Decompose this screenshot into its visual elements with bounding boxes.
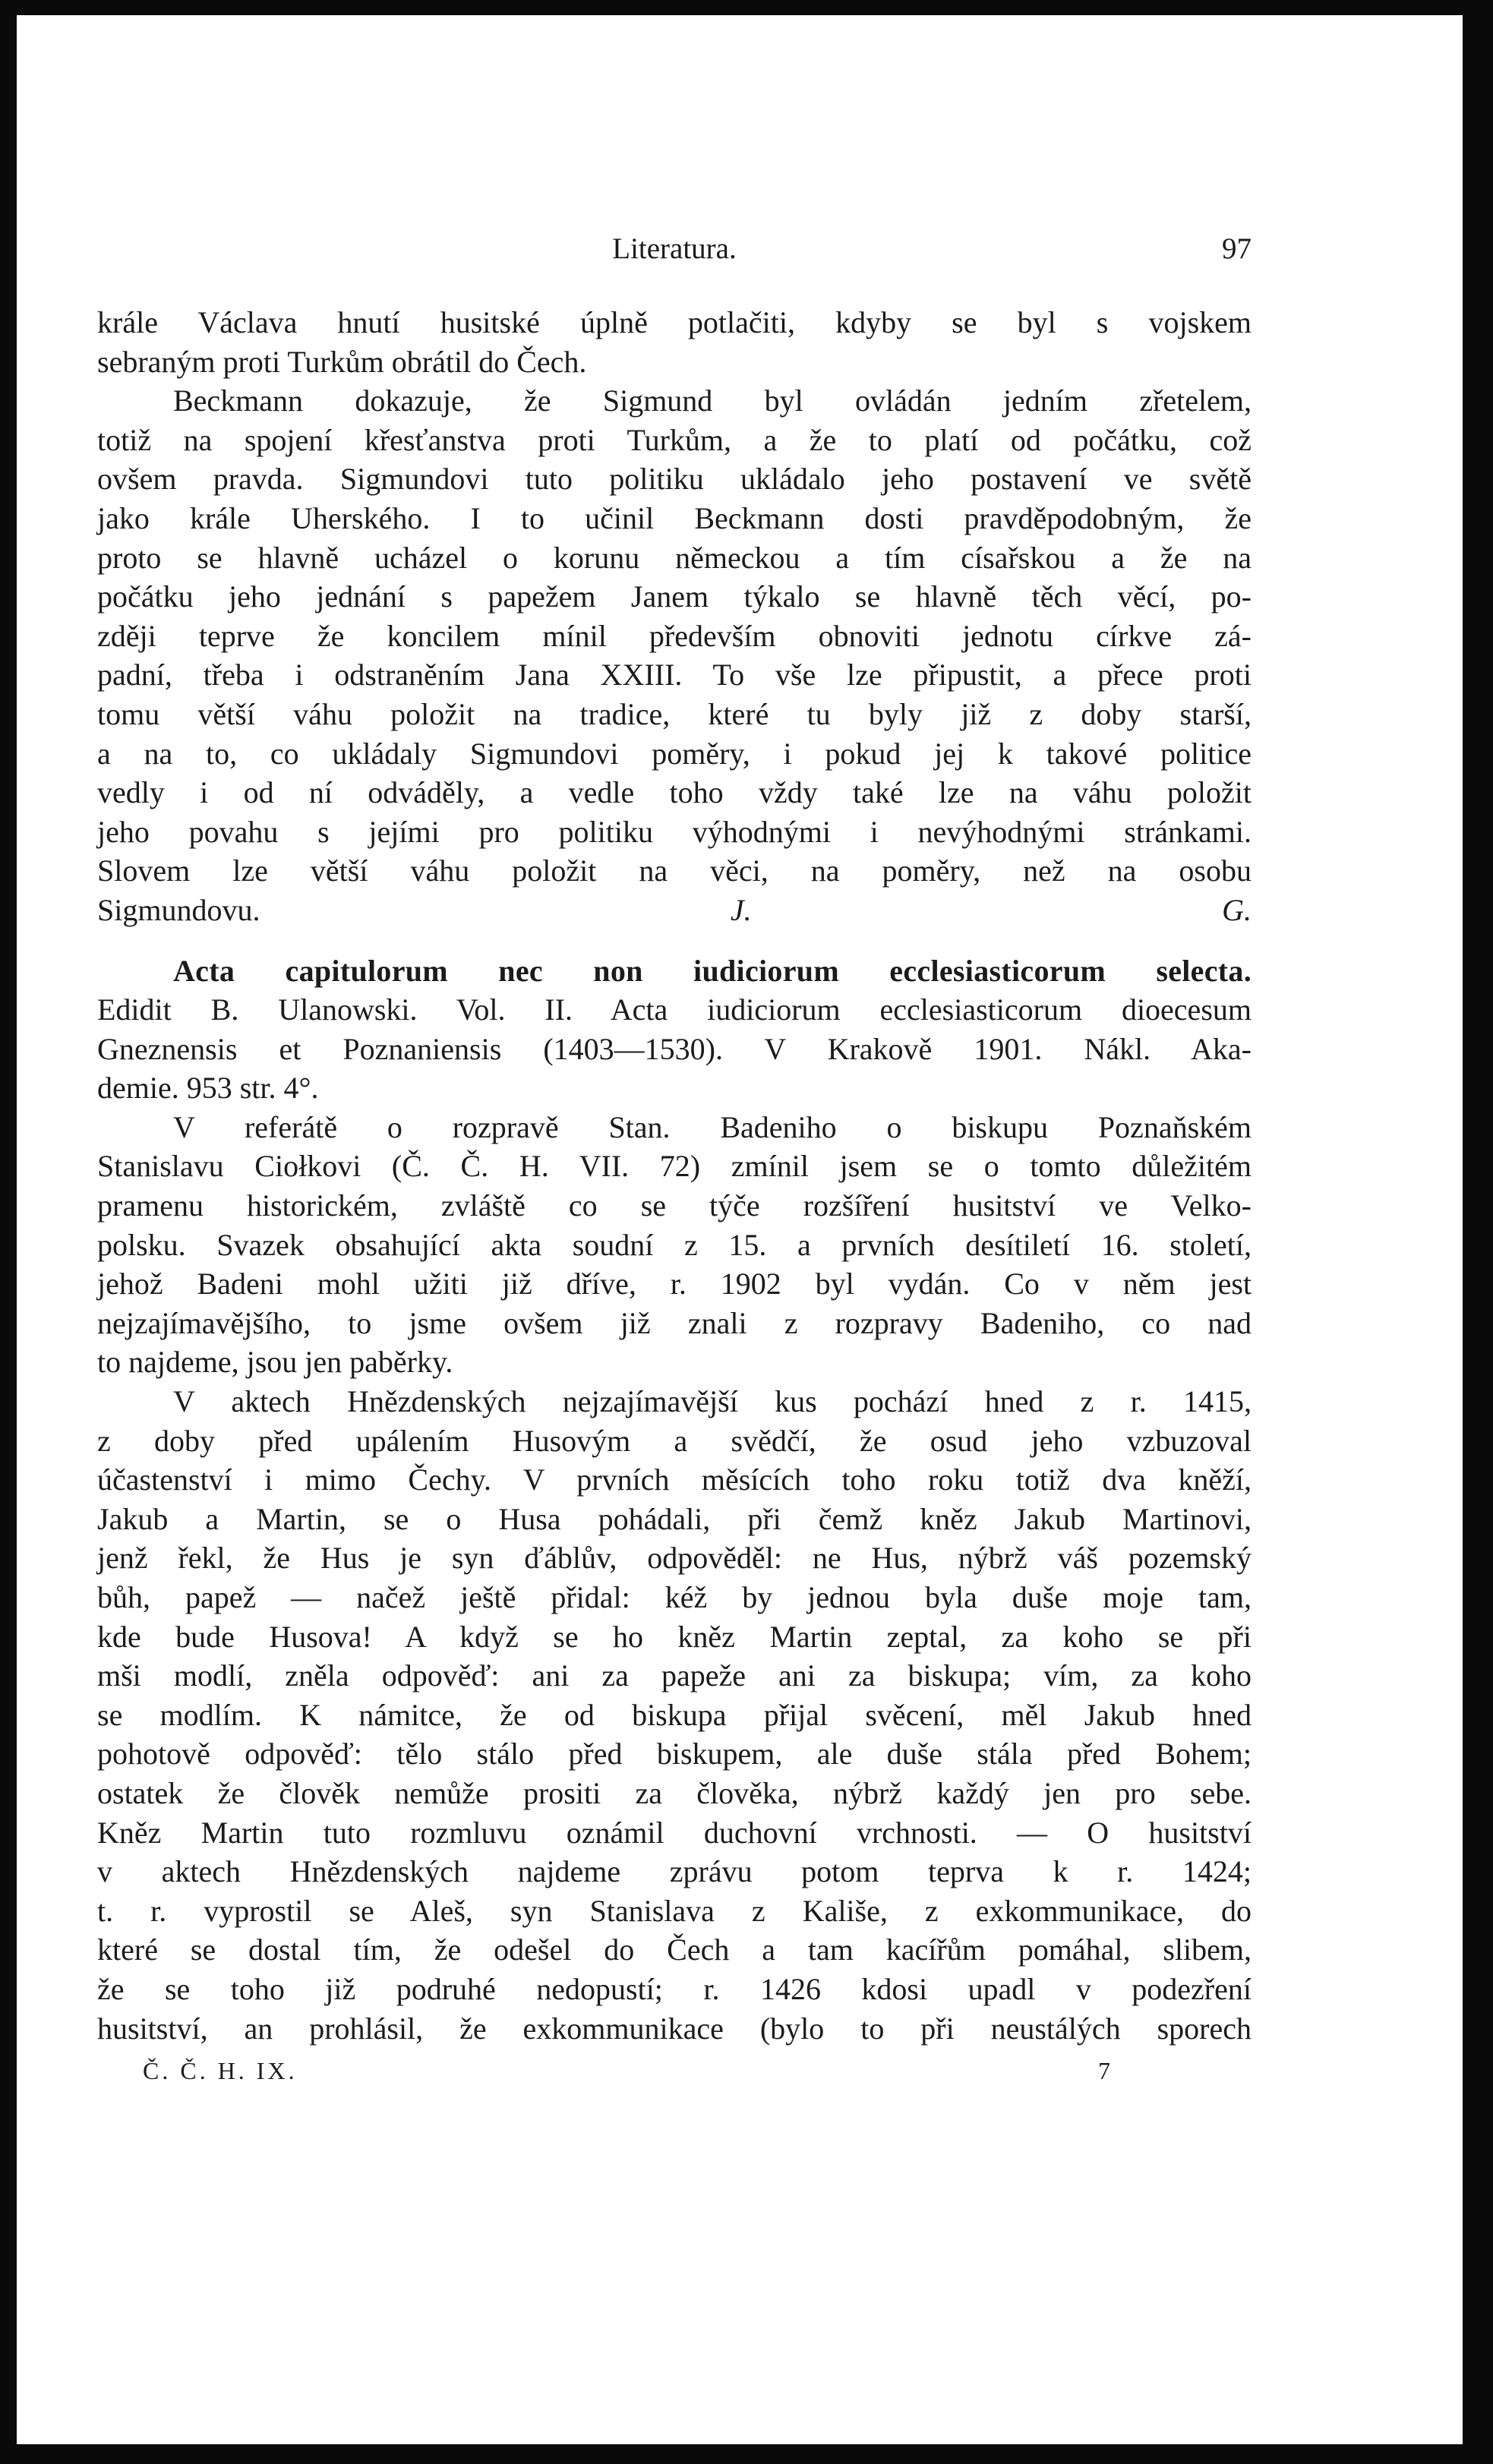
- text-line: V referátě o rozpravě Stan. Badeniho o biskupu Poznaňském: [173, 1109, 1252, 1144]
- text-line: pohotově odpověď: tělo stálo před biskupem, ale duše stála před Bohem;: [97, 1737, 1252, 1771]
- review-title-line: Acta capitulorum nec non iudiciorum ecclesiasticorum selecta.: [173, 953, 1252, 988]
- review-bibliography-line: Gneznensis et Poznaniensis (1403—1530). V Krakově 1901. Nákl. Aka-: [97, 1031, 1252, 1066]
- text-line: vedly i od ní odváděly, a vedle toho vždy také lze na váhu položit: [97, 775, 1252, 810]
- text-line: V aktech Hnězdenských nejzajímavější kus pochází hned z r. 1415,: [173, 1384, 1252, 1419]
- page-number: 97: [1222, 232, 1252, 265]
- text-line: Stanislavu Ciołkovi (Č. Č. H. VII. 72) zmínil jsem se o tomto důležitém: [97, 1149, 1252, 1184]
- text-line: v aktech Hnězdenských najdeme zprávu potom teprva k r. 1424;: [97, 1854, 1252, 1889]
- text-line: se modlím. K námitce, že od biskupa přijal svěcení, měl Jakub hned: [97, 1697, 1252, 1732]
- signature-line-text: Sigmundovu.: [97, 892, 260, 927]
- book-page: [97, 232, 1252, 2095]
- text-line: padní, třeba i odstraněním Jana XXIII. To vše lze připustit, a přece proti: [97, 658, 1252, 693]
- signature-line: [97, 891, 1252, 930]
- scan-border-bottom: [0, 2444, 1493, 2464]
- text-line: Beckmann dokazuje, že Sigmund byl ovládán jedním zřetelem,: [173, 383, 1252, 418]
- text-line: z doby před upálením Husovým a svědčí, že osud jeho vzbuzoval: [97, 1423, 1252, 1458]
- text-line: pramenu historickém, zvláště co se týče rozšíření husitství ve Velko-: [97, 1188, 1252, 1223]
- scan-border-top: [0, 0, 1493, 15]
- text-line: počátku jeho jednání s papežem Janem týkalo se hlavně těch věcí, po-: [97, 579, 1252, 614]
- text-line: účastenství i mimo Čechy. V prvních měsících toho roku totiž dva kněží,: [97, 1462, 1252, 1497]
- text-line: zději teprve že koncilem mínil především obnoviti jednotu církve zá-: [97, 618, 1252, 653]
- text-line: Kněz Martin tuto rozmluvu oznámil duchovní vrchnosti. — O husitství: [97, 1815, 1252, 1850]
- review-bibliography-line: Edidit B. Ulanowski. Vol. II. Acta iudiciorum ecclesiasticorum dioecesum: [97, 992, 1252, 1027]
- text-line: krále Václava hnutí husitské úplně potlačiti, kdyby se byl s vojskem: [97, 305, 1252, 339]
- review-entry-heading: [97, 951, 1252, 1108]
- page-body: [97, 303, 1252, 2048]
- running-title: Literatura.: [612, 232, 737, 265]
- text-line: a na to, co ukládaly Sigmundovi poměry, i pokud jej k takové politice: [97, 736, 1252, 771]
- text-line: jako krále Uherského. I to učinil Beckmann dosti pravděpodobným, že: [97, 500, 1252, 535]
- text-line: polsku. Svazek obsahující akta soudní z 15. a prvních desítiletí 16. století,: [97, 1227, 1252, 1262]
- review-bibliography-line: demie. 953 str. 4°.: [97, 1071, 319, 1106]
- text-line: kde bude Husova! A když se ho kněz Martin zeptal, za koho se při: [97, 1619, 1252, 1654]
- text-line: bůh, papež — načež ještě přidal: kéž by jednou byla duše moje tam,: [97, 1580, 1252, 1614]
- text-line: totiž na spojení křesťanstva proti Turkům, a že to platí od počátku, což: [97, 422, 1252, 457]
- scan-border-right: [1463, 0, 1493, 2464]
- reviewer-initials: J. G.: [730, 892, 1252, 927]
- review-text: [97, 1108, 1252, 2048]
- text-line: ostatek že člověk nemůže prositi za člověka, nýbrž každý jen pro sebe.: [97, 1775, 1252, 1810]
- text-line: husitství, an prohlásil, že exkommunikace (bylo to při neustálých sporech: [97, 2011, 1252, 2046]
- signature-mark: Č. Č. H. IX.: [143, 2057, 298, 2085]
- text-line: Jakub a Martin, se o Husa pohádali, při čemž kněz Jakub Martinovi,: [97, 1501, 1252, 1536]
- entry-gap: [97, 930, 1252, 951]
- text-line: jeho povahu s jejími pro politiku výhodnými i nevýhodnými stránkami.: [97, 814, 1252, 849]
- text-line: jehož Badeni mohl užiti již dříve, r. 1902 byl vydán. Co v něm jest: [97, 1267, 1252, 1301]
- text-line: mši modlí, zněla odpověď: ani za papeže ani za biskupa; vím, za koho: [97, 1658, 1252, 1693]
- text-line: jenž řekl, že Hus je syn ďáblův, odpověděl: ne Hus, nýbrž váš pozemský: [97, 1541, 1252, 1576]
- text-line: tomu větší váhu položit na tradice, které tu byly již z doby starší,: [97, 696, 1252, 731]
- text-line: sebraným proti Turkům obrátil do Čech.: [97, 344, 587, 379]
- text-line: t. r. vyprostil se Aleš, syn Stanislava z Kališe, z exkommunikace, do: [97, 1893, 1252, 1928]
- text-line: nejzajímavějšího, to jsme ovšem již znali z rozpravy Badeniho, co nad: [97, 1305, 1252, 1340]
- sheet-number: 7: [1098, 2057, 1110, 2085]
- text-line: ovšem pravda. Sigmundovi tuto politiku ukládalo jeho postavení ve světě: [97, 462, 1252, 497]
- page-footer: [97, 2057, 1252, 2095]
- text-line: které se dostal tím, že odešel do Čech a tam kacířům pomáhal, slibem,: [97, 1932, 1252, 1967]
- text-line: to najdeme, jsou jen paběrky.: [97, 1345, 453, 1380]
- text-line: proto se hlavně ucházel o korunu německou a tím císařskou a že na: [97, 540, 1252, 575]
- page-header: [97, 232, 1252, 277]
- text-line: že se toho již podruhé nedopustí; r. 1426 kdosi upadl v podezření: [97, 1971, 1252, 2006]
- text-line: Slovem lze větší váhu položit na věci, na poměry, než na osobu: [97, 853, 1252, 888]
- previous-review-text: [97, 303, 1252, 891]
- scan-border-left: [0, 0, 17, 2464]
